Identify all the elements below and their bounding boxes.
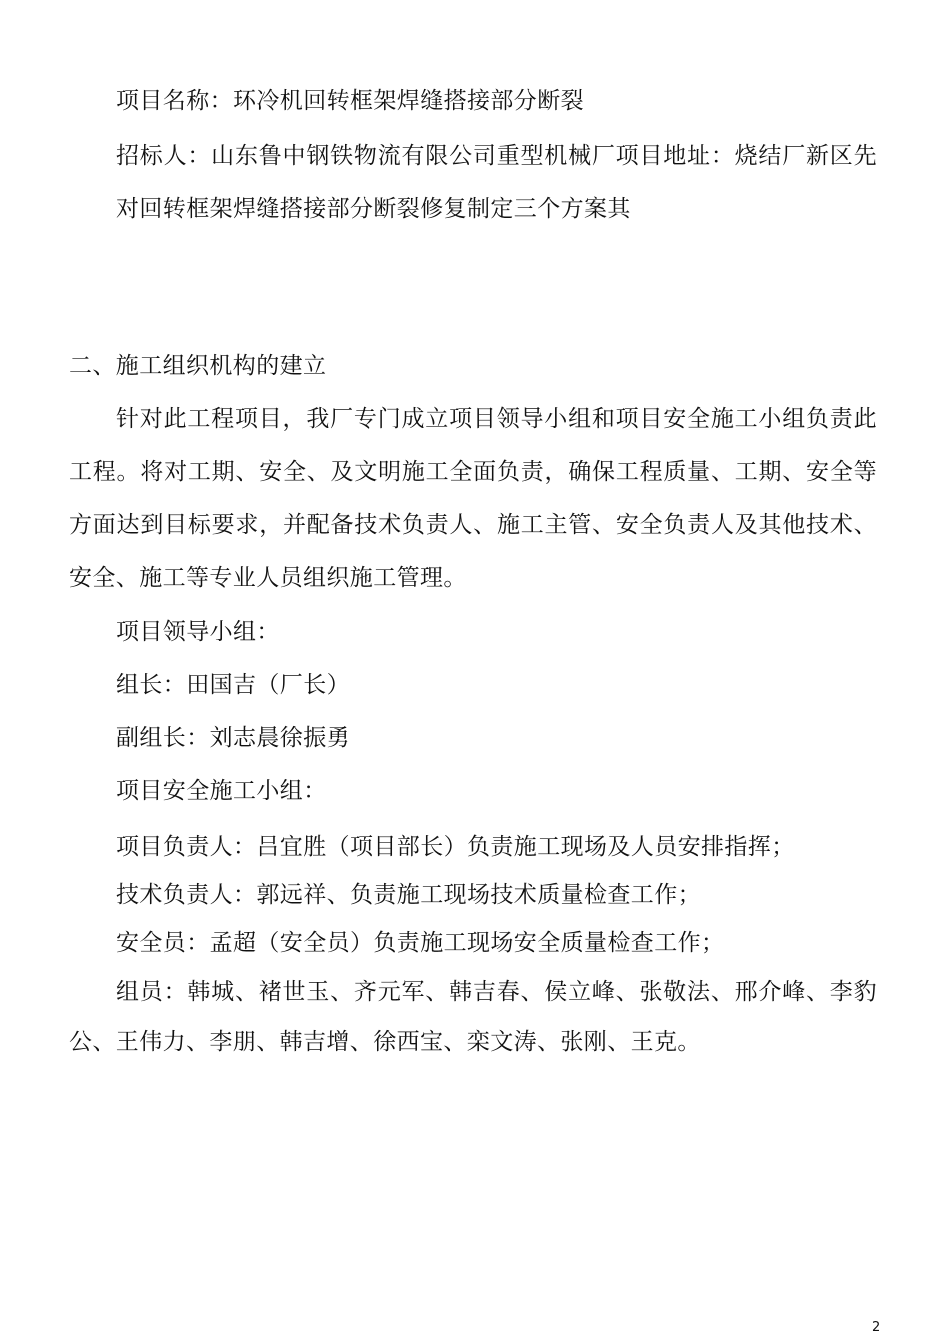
deputy-leader-line: 副组长：刘志晨徐振勇 xyxy=(116,725,350,751)
intro-paragraph-line-1: 针对此工程项目，我厂专门成立项目领导小组和项目安全施工小组负责此 xyxy=(116,406,877,432)
section-heading: 二、施工组织机构的建立 xyxy=(69,353,327,379)
project-name-line: 项目名称：环冷机回转框架焊缝搭接部分断裂 xyxy=(116,88,584,114)
members-line-1: 组员：韩城、褚世玉、齐元军、韩吉春、侯立峰、张敬法、邢介峰、李豹 xyxy=(116,979,877,1005)
page-number: 2 xyxy=(872,1320,881,1335)
technical-manager-line: 技术负责人：郭远祥、负责施工现场技术质量检查工作； xyxy=(116,882,701,908)
leader-group-title: 项目领导小组： xyxy=(116,619,280,645)
plan-line: 对回转框架焊缝搭接部分断裂修复制定三个方案其 xyxy=(116,196,631,222)
safety-officer-line: 安全员：孟超（安全员）负责施工现场安全质量检查工作； xyxy=(116,930,725,956)
bidder-line: 招标人：山东鲁中钢铁物流有限公司重型机械厂项目地址：烧结厂新区先 xyxy=(116,143,877,169)
safety-group-title: 项目安全施工小组： xyxy=(116,778,327,804)
project-manager-line: 项目负责人：吕宜胜（项目部长）负责施工现场及人员安排指挥； xyxy=(116,834,795,860)
intro-paragraph-line-4: 安全、施工等专业人员组织施工管理。 xyxy=(69,565,467,591)
intro-paragraph-line-3: 方面达到目标要求，并配备技术负责人、施工主管、安全负责人及其他技术、 xyxy=(69,512,877,538)
members-line-2: 公、王伟力、李朋、韩吉增、徐西宝、栾文涛、张刚、王克。 xyxy=(69,1029,701,1055)
intro-paragraph-line-2: 工程。将对工期、安全、及文明施工全面负责，确保工程质量、工期、安全等 xyxy=(69,459,877,485)
leader-line: 组长：田国吉（厂长） xyxy=(116,672,350,698)
